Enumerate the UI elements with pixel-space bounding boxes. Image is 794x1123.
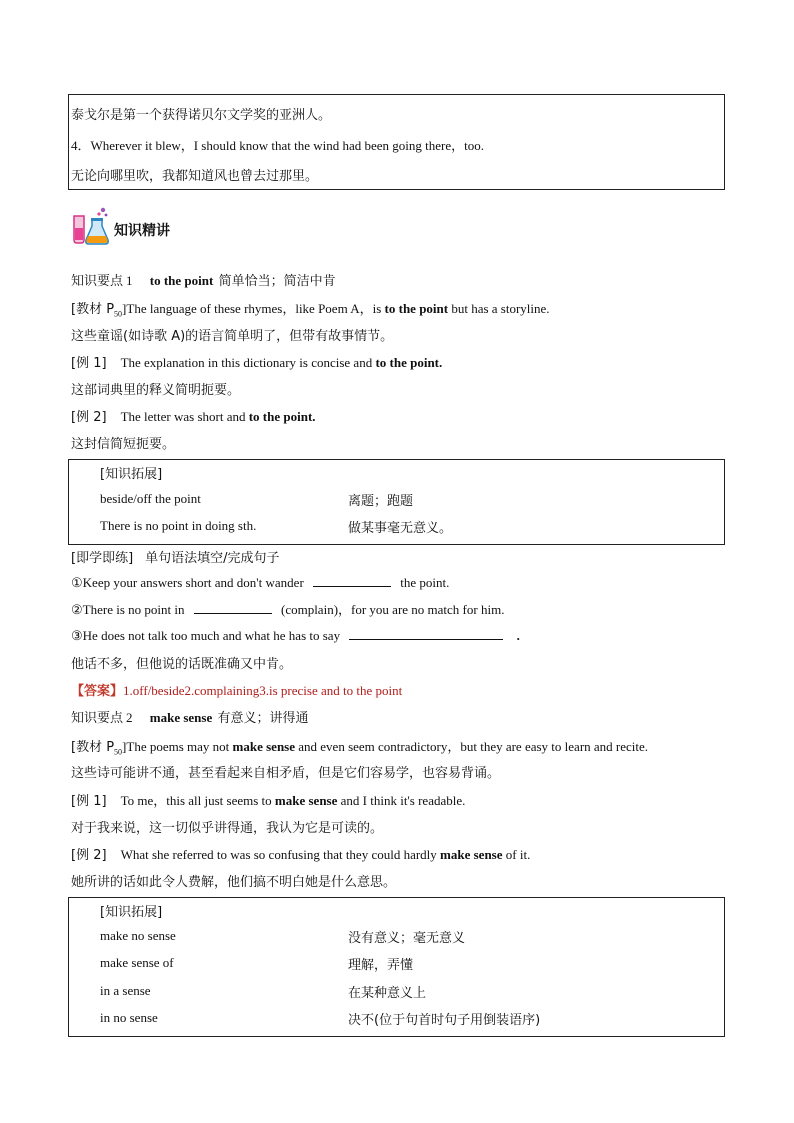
p2-ex2-pre: What she referred to was so confusing that they could hardly	[120, 847, 441, 862]
point2-ext-row-3-en: in a sense	[100, 983, 151, 998]
point2-ext-row-2-zh: 理解，弄懂	[348, 958, 414, 973]
lab-flask-icon	[70, 206, 110, 246]
ex1-bold: to the point.	[375, 355, 443, 370]
point1-ext-row-2-en: There is no point in doing sth.	[100, 518, 257, 533]
ex1-pre: The explanation in this dictionary is concise and	[120, 355, 376, 370]
q1-blank[interactable]	[313, 574, 391, 587]
point1-meaning: 简单恰当；简洁中肯	[218, 274, 336, 289]
p2-textbook-bold: make sense	[232, 739, 296, 754]
point2-ext-row-4-en: in no sense	[100, 1010, 158, 1025]
point1-example-2-zh: 这封信简短扼要。	[71, 437, 176, 452]
point2-ext-row-4-zh: 决不(位于句首时句子用倒装语序)	[348, 1013, 541, 1028]
top-line-3: 无论向哪里吹，我都知道风也曾去过那里。	[71, 169, 319, 184]
textbook-prefix: [教材 P	[71, 302, 115, 317]
point2-example-2-zh: 她所讲的话如此令人费解，他们搞不明白她是什么意思。	[71, 875, 397, 890]
q1-post: the point.	[400, 575, 450, 590]
point1-label: 知识要点	[71, 274, 124, 289]
top-line-2: 4．Wherever it blew，I should know that the wind had been going there，too.	[71, 138, 485, 153]
point1-num: 1	[126, 273, 133, 288]
point1-example-1	[71, 352, 442, 371]
ex1-label: [例 1]	[71, 356, 107, 371]
point2-example-2	[71, 844, 530, 863]
q2-post: (complain)，for you are no match for him.	[280, 602, 505, 617]
ex2-pre: The letter was short and	[120, 409, 249, 424]
p2-textbook-pre: The poems may not	[126, 739, 233, 754]
point2-ext-title: [知识拓展]	[100, 905, 163, 920]
point1-textbook-zh: 这些童谣(如诗歌 A)的语言简单明了，但带有故事情节。	[71, 329, 394, 344]
p2-textbook-suffix: ]	[122, 739, 127, 754]
practice-q1	[71, 574, 449, 591]
point2-heading	[71, 707, 309, 726]
answer-tag: 【答案】	[71, 684, 124, 699]
answer-line	[71, 680, 402, 699]
point1-textbook	[71, 298, 550, 319]
p2-ex1-pre: To me，this all just seems to	[120, 793, 275, 808]
point1-phrase: to the point	[149, 273, 214, 288]
point1-heading	[71, 270, 336, 289]
point1-example-2	[71, 406, 316, 425]
point2-num: 2	[126, 710, 133, 725]
point2-ext-row-2-en: make sense of	[100, 955, 174, 970]
point2-textbook	[71, 736, 648, 757]
point2-phrase: make sense	[149, 710, 213, 725]
section-title: 知识精讲	[114, 223, 170, 239]
textbook-page: 50	[114, 309, 123, 319]
point1-example-1-zh: 这部词典里的释义简明扼要。	[71, 383, 241, 398]
ex2-bold: to the point.	[248, 409, 316, 424]
q1-pre: ①Keep your answers short and don't wander	[71, 575, 304, 590]
practice-subtitle: 单句语法填空/完成句子	[145, 551, 280, 566]
practice-q3	[71, 627, 520, 644]
point2-ext-row-1-zh: 没有意义；毫无意义	[348, 931, 466, 946]
p2-ex2-label: [例 2]	[71, 848, 107, 863]
practice-q2	[71, 599, 504, 618]
p2-ex1-post: and I think it's readable.	[337, 793, 466, 808]
practice-heading	[71, 547, 280, 566]
point2-textbook-zh: 这些诗可能讲不通，甚至看起来自相矛盾，但是它们容易学，也容易背诵。	[71, 766, 501, 781]
textbook-suffix: ]	[122, 301, 127, 316]
answer-text: 1.off/beside2.complaining3.is precise and to the point	[123, 683, 403, 698]
p2-textbook-post: and even seem contradictory，but they are easy to learn and recite.	[295, 739, 649, 754]
q2-blank[interactable]	[194, 601, 272, 614]
p2-textbook-prefix: [教材 P	[71, 740, 115, 755]
point2-ext-row-1-en: make no sense	[100, 928, 176, 943]
point1-ext-row-1-en: beside/off the point	[100, 491, 201, 506]
p2-ex2-bold: make sense	[440, 847, 503, 862]
point1-ext-row-1-zh: 离题；跑题	[348, 494, 414, 509]
p2-ex2-post: of it.	[502, 847, 531, 862]
ex2-label: [例 2]	[71, 410, 107, 425]
p2-ex1-bold: make sense	[274, 793, 338, 808]
point1-ext-row-2-zh: 做某事毫无意义。	[348, 521, 453, 536]
point2-example-1-zh: 对于我来说，这一切似乎讲得通，我认为它是可读的。	[71, 821, 384, 836]
textbook-bold: to the point	[384, 301, 449, 316]
textbook-pre: The language of these rhymes，like Poem A，is	[126, 301, 385, 316]
p2-textbook-page: 50	[114, 747, 123, 757]
point2-example-1	[71, 790, 465, 809]
textbook-post: but has a storyline.	[448, 301, 550, 316]
point2-label: 知识要点	[71, 711, 124, 726]
point2-meaning: 有意义；讲得通	[217, 711, 309, 726]
point2-ext-row-3-zh: 在某种意义上	[348, 986, 427, 1001]
q3-post: .	[516, 628, 520, 643]
p2-ex1-label: [例 1]	[71, 794, 107, 809]
practice-q3-zh: 他话不多，但他说的话既准确又中肯。	[71, 657, 293, 672]
top-line-1: 泰戈尔是第一个获得诺贝尔文学奖的亚洲人。	[71, 108, 332, 123]
practice-title: [即学即练]	[71, 551, 134, 566]
q3-pre: ③He does not talk too much and what he has to say	[71, 628, 341, 643]
point1-ext-title: [知识拓展]	[100, 467, 163, 482]
q3-blank[interactable]	[349, 627, 503, 640]
q2-pre: ②There is no point in	[71, 602, 185, 617]
